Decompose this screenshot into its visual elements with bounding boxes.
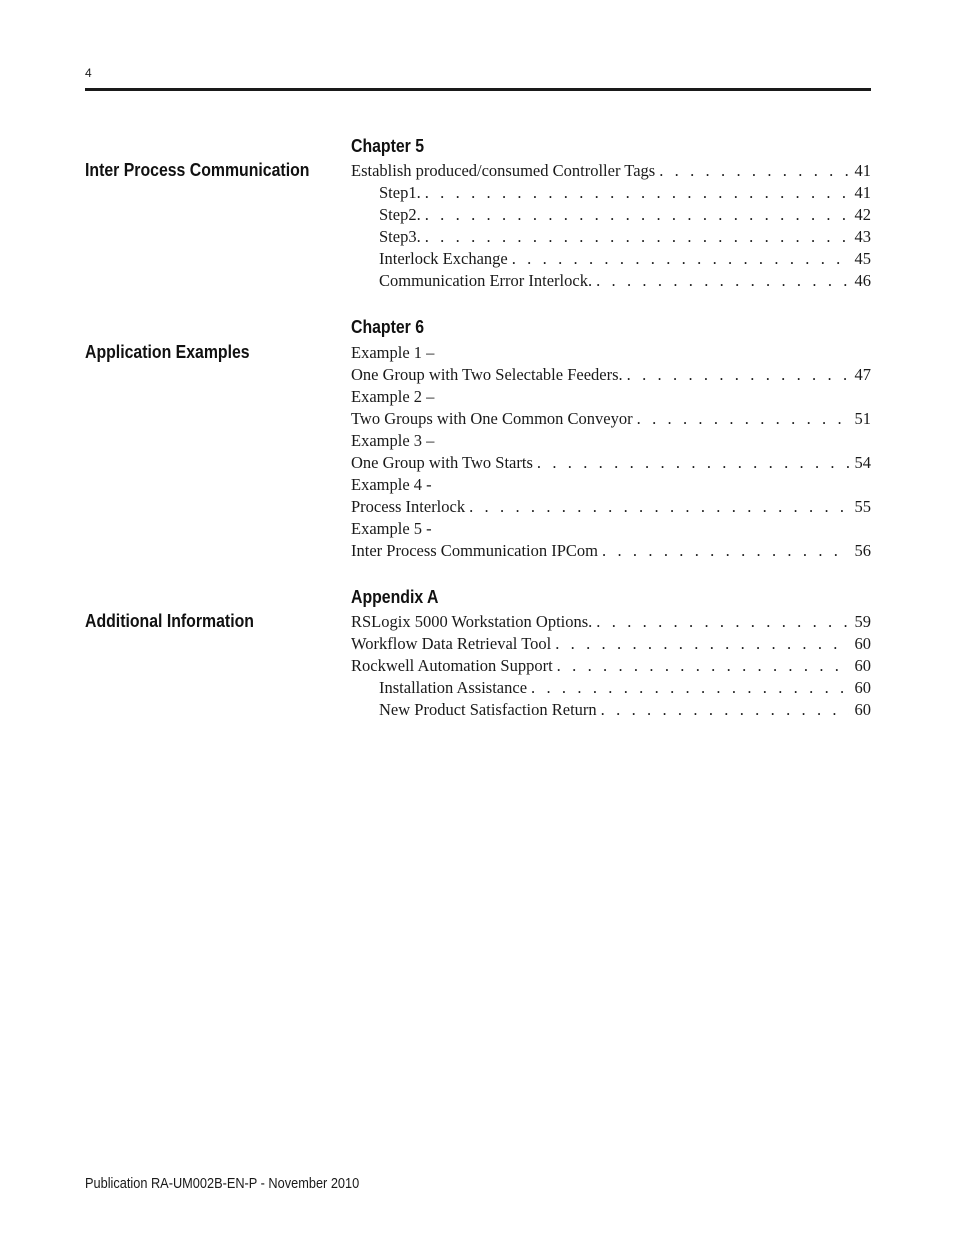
toc-entry [351,226,871,248]
toc-entry-page-number: 55 [854,497,871,516]
dot-leader [596,270,848,292]
dot-leader [555,633,848,655]
dot-leader [602,540,848,562]
toc-entry [351,364,871,386]
toc-entry-page-number: 59 [854,612,871,631]
toc-entry-label: Establish produced/consumed Controller Tags [351,161,656,180]
toc-entry [351,633,871,655]
toc-entry-label: Example 4 - [351,475,432,494]
toc-entry [351,270,871,292]
chapter-label: Appendix A [351,587,439,607]
toc-entry [351,518,871,540]
toc-entry-label: RSLogix 5000 Workstation Options. [351,612,593,631]
toc-entry-page-number: 60 [854,634,871,653]
toc-entry [351,677,871,699]
toc-entry-label: Step3. [379,227,421,246]
toc-entry-page-number: 60 [854,678,871,697]
toc-entry-page-number: 45 [854,249,871,268]
section-title: Additional Information [85,611,254,631]
toc-entry-label: Interlock Exchange [379,249,508,268]
header-rule [85,88,871,91]
toc-entry-label: Rockwell Automation Support [351,656,553,675]
dot-leader [537,452,849,474]
toc-entry-label: Example 2 – [351,387,435,406]
dot-leader [512,248,849,270]
toc-entry [351,474,871,496]
toc-entry [351,496,871,518]
dot-leader [557,655,849,677]
toc-entry-label: Workflow Data Retrieval Tool [351,634,552,653]
toc-entry-page-number: 56 [854,541,871,560]
dot-leader [425,182,849,204]
toc-entry-label: New Product Satisfaction Return [379,700,597,719]
toc-entry-label: Inter Process Communication IPCom [351,541,599,560]
toc-entry-page-number: 41 [854,183,871,202]
toc-entry-label: Two Groups with One Common Conveyor [351,409,633,428]
dot-leader [627,364,849,386]
toc-entry-label: Communication Error Interlock. [379,271,593,290]
toc-entries [351,342,871,562]
toc-entry-label: One Group with Two Selectable Feeders. [351,365,623,384]
toc-entry-label: Installation Assistance [379,678,528,697]
toc-entry [351,452,871,474]
toc-entries [351,160,871,292]
toc-entry-page-number: 54 [854,453,871,472]
toc-entry [351,540,871,562]
dot-leader [531,677,848,699]
dot-leader [425,226,849,248]
publication-footer: Publication RA-UM002B-EN-P - November 2010 [85,1176,360,1192]
toc-entry [351,182,871,204]
toc-entry-page-number: 60 [854,700,871,719]
toc-entry-page-number: 60 [854,656,871,675]
chapter-label: Chapter 5 [351,136,425,156]
toc-entry-page-number: 51 [854,409,871,428]
toc-entry [351,248,871,270]
toc-entry [351,655,871,677]
dot-leader [596,611,848,633]
toc-entry [351,342,871,364]
toc-entry [351,204,871,226]
toc-entry-label: Example 3 – [351,431,435,450]
dot-leader [425,204,849,226]
toc-entry-label: Process Interlock [351,497,466,516]
page-number: 4 [85,66,92,80]
toc-entry-page-number: 42 [854,205,871,224]
dot-leader [659,160,848,182]
chapter-label: Chapter 6 [351,317,425,337]
dot-leader [469,496,848,518]
dot-leader [637,408,849,430]
toc-entry-label: Step2. [379,205,421,224]
toc-entry-page-number: 47 [854,365,871,384]
dot-leader [601,699,849,721]
toc-entry-label: One Group with Two Starts [351,453,533,472]
section-title: Inter Process Communication [85,160,310,180]
toc-entry [351,430,871,452]
section-title: Application Examples [85,342,250,362]
toc-entry [351,160,871,182]
toc-entry-label: Example 1 – [351,343,435,362]
toc-entries [351,611,871,721]
toc-entry-label: Step1. [379,183,421,202]
toc-entry [351,611,871,633]
toc-entry [351,699,871,721]
toc-entry-page-number: 43 [854,227,871,246]
toc-entry-label: Example 5 - [351,519,432,538]
toc-entry-page-number: 46 [854,271,871,290]
toc-entry [351,386,871,408]
toc-entry [351,408,871,430]
toc-entry-page-number: 41 [854,161,871,180]
